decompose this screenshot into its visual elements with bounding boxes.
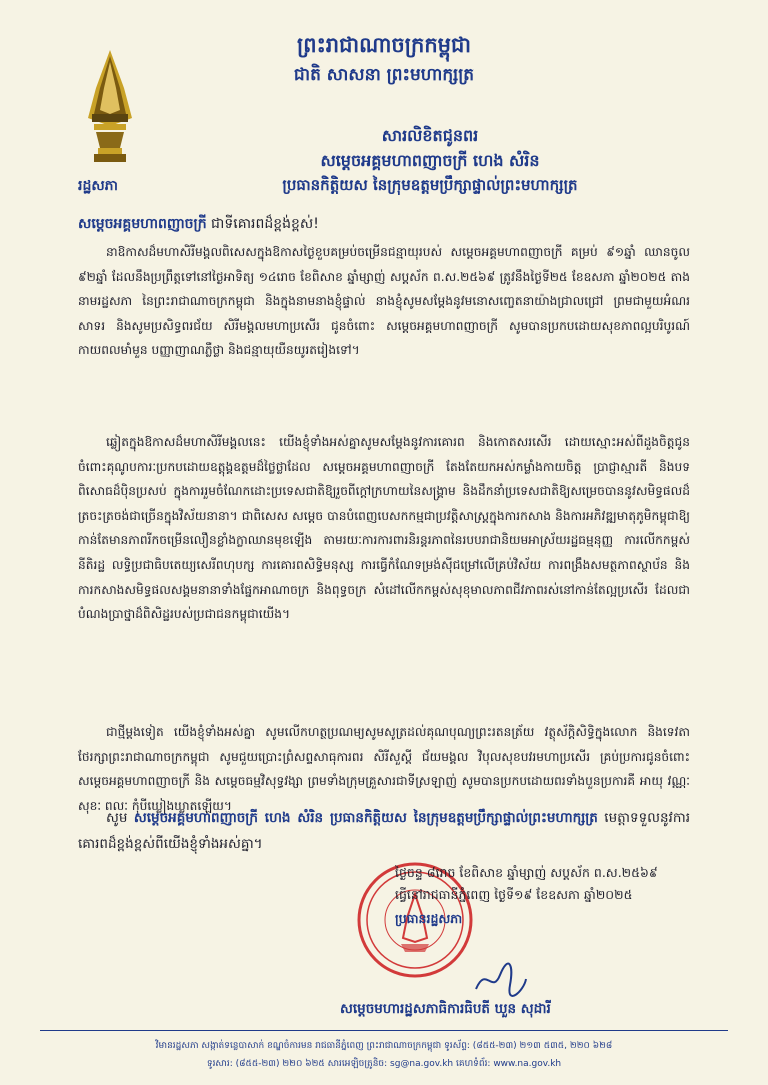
national-motto: ជាតិ សាសនា ព្រះមហាក្សត្រ — [293, 65, 475, 85]
p4-rest: មេត្តាទទួលនូវការគោរពដ៏ខ្ពង់ខ្ពស់ពីយើងខ្ញុំទាំងអស់គ្នា។ — [78, 810, 690, 852]
p4-name: សម្ដេចអគ្គមហាពញាចក្រី ហេង សំរិន ប្រធានកិត្តិយស នៃក្រុមឧត្តមប្រឹក្សាផ្ទាល់ព្រះមហាក្សត្រ — [133, 810, 598, 826]
paragraph-3: ជាថ្មីម្ដងទៀត យើងខ្ញុំទាំងអស់គ្នា សូមលើកហត្ថប្រណម្យសូមសូត្រដល់គុណបុណ្យព្រះរតនត្រ័យ វត្ថុស័ក្ដិសិទ្ធិក្នុងលោក និងទេវតាថែរក្សាព្រះរាជាណាចក្រកម្ពុជា សូមជួយប្រោះព្រំសព្ទសាធុការពរ សិរីសួស្ដី ជ័យមង្គល វិបុលសុខបវរមហាប្រសើរ គ្រប់ប្រការជូនចំពោះ សម្ដេចអគ្គមហាពញាចក្រី និង សម្ដេចធម្មវិសុទ្ធវង្សា ព្រមទាំងក្រុមគ្រួសារជាទីស្រឡាញ់ សូមបានប្រកបដោយពរទាំងបួនប្រការគឺ អាយុ វណ្ណៈ សុខៈ ពលៈ កុំបីឃ្លៀងឃ្លាតឡើយ។ — [78, 725, 690, 813]
assembly-emblem-icon — [80, 48, 140, 166]
paragraph-1: នាឱកាសដ៏មហាសិរីមង្គលពិសេសក្នុងឱកាសថ្ងៃខួបគម្រប់ចម្រើនជន្មាយុរបស់ ​សម្ដេចអគ្គមហាពញាចក្រី គម្រប់ ៩១ឆ្នាំ ឈានចូល ៩២ឆ្នាំ ដែលនឹងប្រព្រឹត្តទៅនៅថ្ងៃអាទិត្យ ១៤រោច ខែពិសាខ ឆ្នាំម្សាញ់ សប្តស័ក ព.ស.២៥៦៩ ត្រូវនឹងថ្ងៃទី២៥ ខែឧសភា ឆ្នាំ២០២៥ តាងនាមរដ្ឋសភា នៃព្រះរាជាណាចក្រកម្ពុជា និងក្នុងនាមនាងខ្ញុំផ្ទាល់ នាងខ្ញុំសូមសម្ដែងនូវមនោសញ្ចេតនាយ៉ាងជ្រាលជ្រៅ ព្រមជាមួយអំណរសាទរ និងសូមប្រសិទ្ធពរជ័យ សិរីមង្គលមហាប្រសើរ ជូនចំពោះ សម្ដេចអគ្គមហាពញាចក្រី សូមបានប្រកបដោយសុខភាពល្អបរិបូរណ៍ កាយពលមាំមួន បញ្ញាញាណភ្លឺថ្លា និងជន្មាយុយឺនយូរតរៀងទៅ។ — [78, 245, 690, 358]
paragraph-4 — [78, 805, 690, 857]
salutation-rest: ជាទីគោរពដ៏ខ្ពង់ខ្ពស់! — [206, 216, 319, 232]
kingdom-title: ព្រះរាជាណាចក្រកម្ពុជា — [296, 33, 471, 57]
salutation — [78, 214, 319, 235]
paragraph-2: ឆ្លៀតក្នុងឱកាសដ៏មហាសិរីមង្គលនេះ យើងខ្ញុំទាំងអស់គ្នាសូមសម្ដែងនូវការគោរព និងកោតសរសើរ ដោយស្មោះអស់ពីដួងចិត្តជូនចំពោះគុណូបការៈប្រកបដោយឧត្តុង្គឧត្តមដ៏ថ្លៃថ្លាដែល សម្ដេចអគ្គមហាពញាចក្រី តែងតែយកអស់កម្លាំងកាយចិត្ត ប្រាជ្ញាស្មារតី និងបទពិសោធដ៏ប៉ិនប្រសប់ ក្នុងការរួមចំណែកដោះប្រទេសជាតិឱ្យរួចពីក្ដៅក្រហាយនៃសង្គ្រាម និងដឹកនាំប្រទេសជាតិឱ្យសម្រេចបាននូវសមិទ្ធផលដ៏ត្រចះត្រចង់ជាច្រើនក្នុងវិស័យនានា។ ជាពិសេស សម្ដេច បានបំពេញបេសកកម្មជាប្រវត្តិសាស្ត្រក្នុងការកសាង និងការអភិវឌ្ឍមាតុភូមិកម្ពុជាឱ្យកាន់តែមានភាពរីកចម្រើនលឿនខ្លាំងក្លាឈានមុខឡើង តាមរយៈការការពារនិរន្តរភាពនៃរបបរាជានិយមអាស្រ័យរដ្ឋធម្មនុញ្ញ ការលើកកម្ពស់នីតិរដ្ឋ លទ្ធិប្រជាធិបតេយ្យសេរីពហុបក្ស ការគោរពសិទ្ធិមនុស្ស ការធ្វើកំណែទម្រង់ស៊ីជម្រៅលើគ្រប់វិស័យ ការពង្រឹងសមត្ថភាពស្ថាប័ន និងការកសាងសមិទ្ធផលសង្គមនានាទាំងផ្នែកអាណាចក្រ និងពុទ្ធចក្រ សំដៅលើកកម្ពស់សុខុមាលភាពជីវភាពរស់នៅកាន់តែល្អប្រសើរ ដែលជាបំណងប្រាថ្នាដ៏ពិសិដ្ឋរបស់ប្រជាជនកម្ពុជាយើង។ — [78, 435, 690, 622]
footer-contact: ទូរសារ: (៨៥៥-២៣) ២២០ ៦២៥ សារអេឡិចត្រូនិច: sg@na.gov.kh គេហទំព័រ: www.na.gov.kh — [206, 1059, 562, 1069]
assembly-label: រដ្ឋសភា — [78, 178, 118, 194]
solar-date: ធ្វើនៅរាជធានីភ្នំពេញ ថ្ងៃទី១៩ ខែឧសភា ឆ្នាំ២០២៥ — [395, 887, 633, 902]
recipient-title-heading: ប្រធានកិត្តិយស នៃក្រុមឧត្តមប្រឹក្សាផ្ទាល់ព្រះមហាក្សត្រ — [282, 176, 578, 194]
p4-lead: សូម — [106, 810, 134, 826]
signer-role: ប្រធានរដ្ឋសភា — [395, 911, 463, 926]
signature-icon — [470, 955, 530, 1000]
recipient-heading: សម្ដេចអគ្គមហាពញាចក្រី ហេង សំរិន — [320, 151, 540, 170]
lunar-date: ថ្ងៃចន្ទ ៨រោច ខែពិសាខ ឆ្នាំម្សាញ់ សប្តស័ក ព.ស.២៥៦៩ — [395, 865, 658, 880]
salutation-name: សម្ដេចអគ្គមហាពញាចក្រី — [78, 216, 207, 232]
footer-divider — [40, 1030, 728, 1031]
signer-name: សម្តេចមហារដ្ឋសភាធិការធិបតី ឃួន សុដារី — [340, 1001, 551, 1017]
letter-heading: សារលិខិតជូនពរ — [381, 126, 479, 145]
footer-address: វិមានរដ្ឋសភា សង្កាត់ទន្លេបាសាក់ ខណ្ឌចំការមន រាជធានីភ្នំពេញ ព្រះរាជាណាចក្រកម្ពុជា ទូរស័ព្ទ: (៨៥៥-២៣) ២១៣ ៥៣៥, ២២០ ៦២៨ — [155, 1041, 613, 1051]
